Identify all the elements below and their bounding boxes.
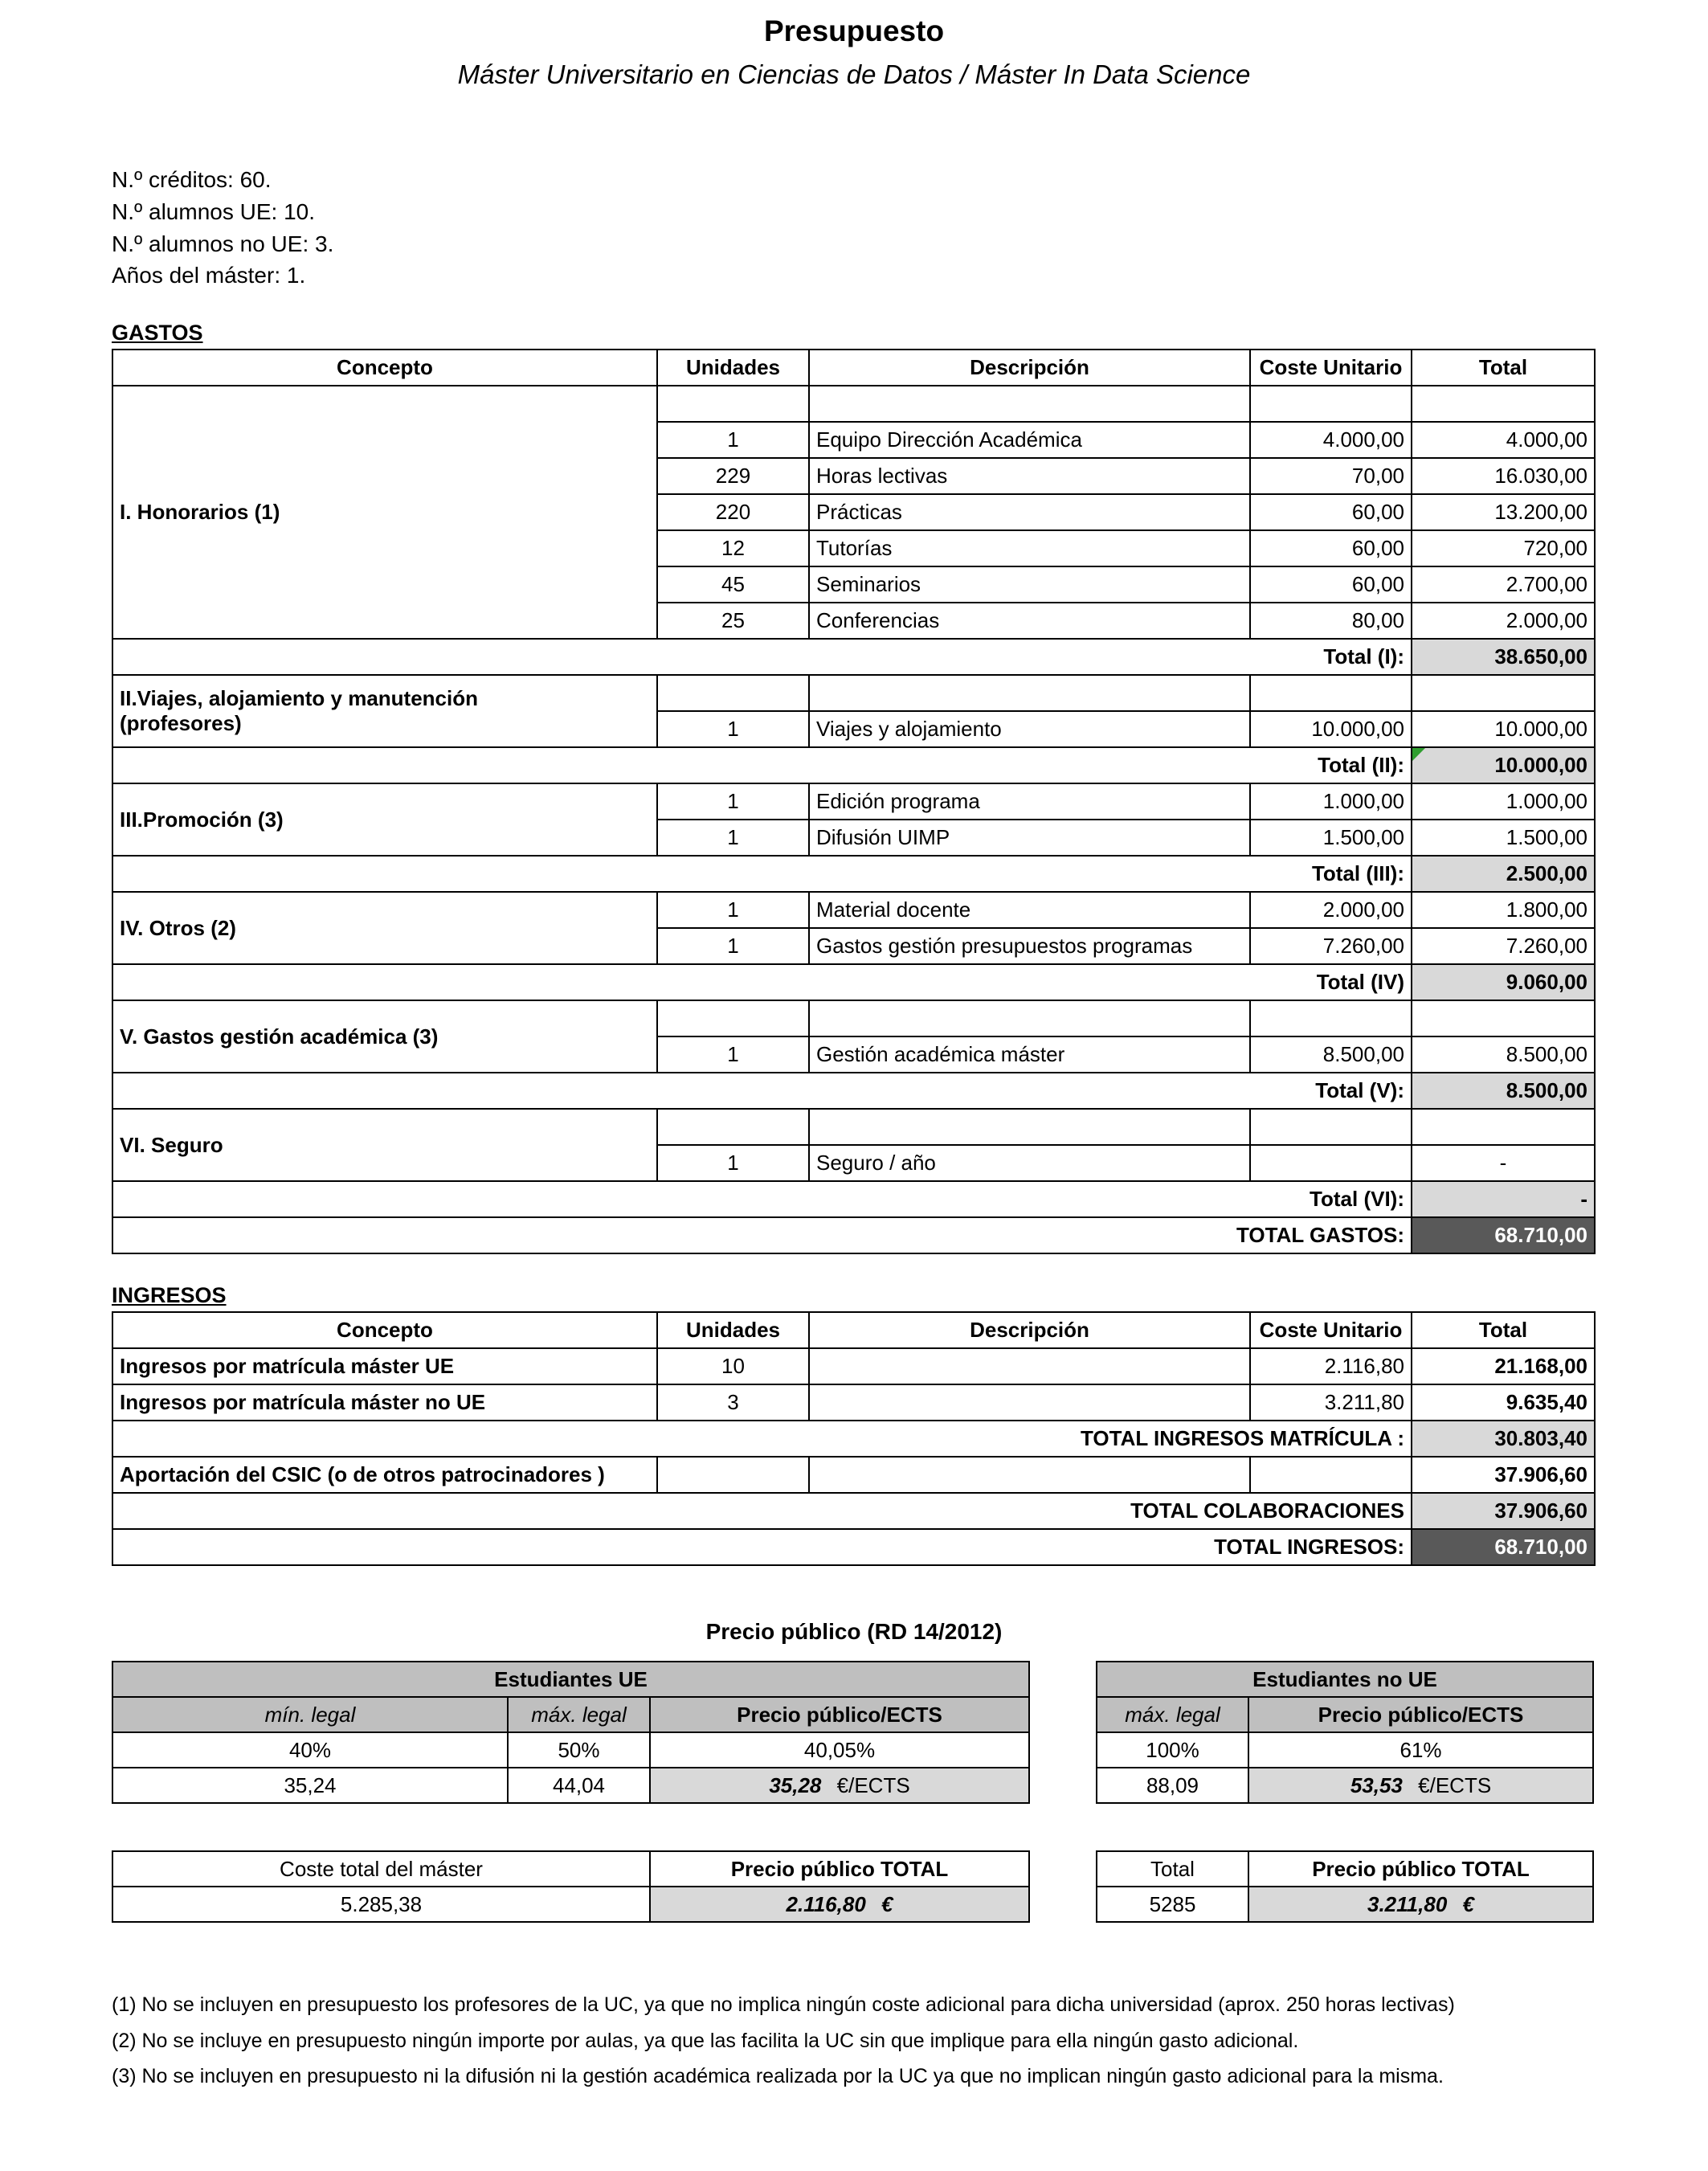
total-row bbox=[112, 747, 1595, 783]
total-value: 5285 bbox=[1097, 1887, 1248, 1922]
descripcion-cell: Equipo Dirección Académica bbox=[809, 422, 1250, 458]
info-line-anos-master: Años del máster: 1. bbox=[112, 263, 306, 288]
total-cell: 2.000,00 bbox=[1412, 603, 1595, 639]
table-row bbox=[112, 783, 1595, 820]
table-row bbox=[1097, 1851, 1593, 1887]
table-row bbox=[112, 1697, 1029, 1732]
coste-cell: 1.500,00 bbox=[1250, 820, 1412, 856]
descripcion-cell: Difusión UIMP bbox=[809, 820, 1250, 856]
footnote-3: (3) No se incluyen en presupuesto ni la difusión ni la gestión académica realizada por la UC ya que no implican ningún gasto adicional para la misma. bbox=[112, 2065, 1444, 2087]
precio-ects-value: 35,28 bbox=[769, 1772, 822, 1797]
column-header-total: Total bbox=[1412, 1312, 1595, 1348]
ingresos-header-row bbox=[112, 1312, 1595, 1348]
grand-total-row bbox=[112, 1217, 1595, 1253]
coste-cell: 3.211,80 bbox=[1250, 1384, 1412, 1421]
total-cell: 21.168,00 bbox=[1412, 1348, 1595, 1384]
total-ii-amount: 10.000,00 bbox=[1494, 753, 1587, 777]
precio-total-unit: € bbox=[881, 1891, 893, 1916]
empty-cell bbox=[657, 1000, 809, 1036]
precio-total-amount: 2.116,80 bbox=[786, 1891, 866, 1916]
unidades-cell: 1 bbox=[657, 1145, 809, 1181]
descripcion-cell: Tutorías bbox=[809, 530, 1250, 566]
unidades-cell: 1 bbox=[657, 1036, 809, 1073]
total-row bbox=[112, 1493, 1595, 1529]
column-header-total: Total bbox=[1412, 350, 1595, 386]
coste-cell: 70,00 bbox=[1250, 458, 1412, 494]
col-precio-ects: Precio público/ECTS bbox=[650, 1697, 1029, 1732]
coste-cell: 60,00 bbox=[1250, 494, 1412, 530]
empty-cell bbox=[1250, 1109, 1412, 1145]
grand-total-row bbox=[112, 1529, 1595, 1565]
precio-ects-unit: €/ECTS bbox=[836, 1772, 910, 1797]
coste-cell: 60,00 bbox=[1250, 530, 1412, 566]
empty-cell bbox=[657, 1457, 809, 1493]
unidades-cell: 1 bbox=[657, 422, 809, 458]
pct-max-cell: 50% bbox=[508, 1732, 650, 1768]
table-row bbox=[1097, 1768, 1593, 1803]
total-cell: 1.800,00 bbox=[1412, 892, 1595, 928]
total-cell: 1.000,00 bbox=[1412, 783, 1595, 820]
concepto-cell: Ingresos por matrícula máster UE bbox=[112, 1348, 657, 1384]
empty-cell bbox=[657, 386, 809, 422]
unidades-cell: 1 bbox=[657, 783, 809, 820]
section-viajes-label bbox=[112, 675, 657, 747]
total-i-value: 38.650,00 bbox=[1412, 639, 1595, 675]
concepto-cell: Ingresos por matrícula máster no UE bbox=[112, 1384, 657, 1421]
total-v-label: Total (V): bbox=[112, 1073, 1412, 1109]
precio-ects-value: 53,53 bbox=[1350, 1772, 1403, 1797]
coste-cell: 2.116,80 bbox=[1250, 1348, 1412, 1384]
val-max-cell: 44,04 bbox=[508, 1768, 650, 1803]
val-max-cell: 88,09 bbox=[1097, 1768, 1248, 1803]
total-i-label: Total (I): bbox=[112, 639, 1412, 675]
coste-cell: 2.000,00 bbox=[1250, 892, 1412, 928]
info-line-creditos: N.º créditos: 60. bbox=[112, 167, 272, 192]
table-row bbox=[1097, 1887, 1593, 1922]
empty-cell bbox=[809, 386, 1250, 422]
column-header-concepto: Concepto bbox=[112, 350, 657, 386]
table-row bbox=[112, 1662, 1029, 1697]
footnote-1: (1) No se incluyen en presupuesto los profesores de la UC, ya que no implica ningún coste adicional para dicha universidad (aprox. 250 horas lectivas) bbox=[112, 1993, 1455, 2016]
info-line-alumnos-ue: N.º alumnos UE: 10. bbox=[112, 198, 315, 224]
total-ingresos-label: TOTAL INGRESOS: bbox=[112, 1529, 1412, 1565]
table-row bbox=[112, 1851, 1029, 1887]
val-precio-cell bbox=[1248, 1768, 1593, 1803]
coste-cell: 60,00 bbox=[1250, 566, 1412, 603]
unidades-cell: 12 bbox=[657, 530, 809, 566]
section-viajes-label-line2: (profesores) bbox=[120, 711, 242, 735]
column-header-unidades: Unidades bbox=[657, 1312, 809, 1348]
column-header-coste: Coste Unitario bbox=[1250, 1312, 1412, 1348]
table-row bbox=[112, 1768, 1029, 1803]
total-cell: 4.000,00 bbox=[1412, 422, 1595, 458]
table-row bbox=[112, 1109, 1595, 1145]
total-cell: 13.200,00 bbox=[1412, 494, 1595, 530]
page-subtitle: Máster Universitario en Ciencias de Datos / Máster In Data Science bbox=[457, 59, 1251, 89]
precio-total-label: Precio público TOTAL bbox=[650, 1851, 1029, 1887]
total-cell: - bbox=[1412, 1145, 1595, 1181]
info-line-alumnos-no-ue: N.º alumnos no UE: 3. bbox=[112, 231, 334, 256]
col-max-legal: máx. legal bbox=[508, 1697, 650, 1732]
table-row bbox=[112, 675, 1595, 711]
gastos-header-row bbox=[112, 350, 1595, 386]
empty-cell bbox=[809, 1109, 1250, 1145]
empty-cell bbox=[809, 1457, 1250, 1493]
column-header-descripcion: Descripción bbox=[809, 350, 1250, 386]
total-gastos-value: 68.710,00 bbox=[1412, 1217, 1595, 1253]
coste-cell bbox=[1250, 1145, 1412, 1181]
pct-max-cell: 100% bbox=[1097, 1732, 1248, 1768]
empty-cell bbox=[809, 1384, 1250, 1421]
section-otros-label: IV. Otros (2) bbox=[112, 892, 657, 964]
total-cell: 2.700,00 bbox=[1412, 566, 1595, 603]
descripcion-cell: Horas lectivas bbox=[809, 458, 1250, 494]
aportacion-total: 37.906,60 bbox=[1412, 1457, 1595, 1493]
descripcion-cell: Gestión académica máster bbox=[809, 1036, 1250, 1073]
col-min-legal: mín. legal bbox=[112, 1697, 508, 1732]
precio-total-value bbox=[1248, 1887, 1593, 1922]
footnotes bbox=[112, 1987, 1708, 2095]
total-iii-label: Total (III): bbox=[112, 856, 1412, 892]
descripcion-cell: Seguro / año bbox=[809, 1145, 1250, 1181]
total-row bbox=[112, 1421, 1595, 1457]
coste-cell: 80,00 bbox=[1250, 603, 1412, 639]
estudiantes-no-ue-table bbox=[1096, 1661, 1594, 1804]
total-matricula-label: TOTAL INGRESOS MATRÍCULA : bbox=[112, 1421, 1412, 1457]
total-row bbox=[112, 639, 1595, 675]
section-honorarios-label: I. Honorarios (1) bbox=[112, 386, 657, 639]
ingresos-table bbox=[112, 1311, 1596, 1566]
descripcion-cell: Seminarios bbox=[809, 566, 1250, 603]
empty-cell bbox=[1250, 1000, 1412, 1036]
empty-cell bbox=[809, 1348, 1250, 1384]
table-row bbox=[112, 386, 1595, 422]
table-row bbox=[112, 1457, 1595, 1493]
unidades-cell: 1 bbox=[657, 892, 809, 928]
coste-cell: 10.000,00 bbox=[1250, 711, 1412, 747]
precio-total-label: Precio público TOTAL bbox=[1248, 1851, 1593, 1887]
unidades-cell: 1 bbox=[657, 928, 809, 964]
estudiantes-ue-table bbox=[112, 1661, 1030, 1804]
table-row bbox=[112, 1887, 1029, 1922]
footnote-2: (2) No se incluye en presupuesto ningún importe por aulas, ya que las facilita la UC sin que implique para ella ningún gasto adicional. bbox=[112, 2029, 1299, 2052]
info-block bbox=[112, 164, 1708, 292]
section-seguro-label: VI. Seguro bbox=[112, 1109, 657, 1181]
coste-cell: 8.500,00 bbox=[1250, 1036, 1412, 1073]
total-vi-value: - bbox=[1412, 1181, 1595, 1217]
unidades-cell: 3 bbox=[657, 1384, 809, 1421]
column-header-concepto: Concepto bbox=[112, 1312, 657, 1348]
empty-cell bbox=[1412, 386, 1595, 422]
total-row bbox=[112, 1073, 1595, 1109]
table-row bbox=[1097, 1662, 1593, 1697]
total-colaboraciones-value: 37.906,60 bbox=[1412, 1493, 1595, 1529]
gastos-table bbox=[112, 349, 1596, 1254]
empty-cell bbox=[809, 1000, 1250, 1036]
column-header-descripcion: Descripción bbox=[809, 1312, 1250, 1348]
column-header-unidades: Unidades bbox=[657, 350, 809, 386]
precio-publico-heading: Precio público (RD 14/2012) bbox=[705, 1619, 1003, 1644]
coste-cell: 7.260,00 bbox=[1250, 928, 1412, 964]
precio-publico-section bbox=[0, 1661, 1708, 1926]
pct-precio-cell: 61% bbox=[1248, 1732, 1593, 1768]
total-iv-value: 9.060,00 bbox=[1412, 964, 1595, 1000]
val-min-cell: 35,24 bbox=[112, 1768, 508, 1803]
col-max-legal: máx. legal bbox=[1097, 1697, 1248, 1732]
precio-total-unit: € bbox=[1462, 1891, 1474, 1916]
table-row bbox=[1097, 1732, 1593, 1768]
pct-min-cell: 40% bbox=[112, 1732, 508, 1768]
descripcion-cell: Viajes y alojamiento bbox=[809, 711, 1250, 747]
table-row bbox=[112, 1732, 1029, 1768]
precio-ects-unit: €/ECTS bbox=[1418, 1772, 1492, 1797]
total-row bbox=[112, 1181, 1595, 1217]
pct-precio-cell: 40,05% bbox=[650, 1732, 1029, 1768]
page-title: Presupuesto bbox=[763, 14, 945, 47]
total-gastos-label: TOTAL GASTOS: bbox=[112, 1217, 1412, 1253]
total-v-value: 8.500,00 bbox=[1412, 1073, 1595, 1109]
coste-total-ue-table bbox=[112, 1850, 1030, 1923]
empty-cell bbox=[809, 675, 1250, 711]
total-cell: 9.635,40 bbox=[1412, 1384, 1595, 1421]
descripcion-cell: Material docente bbox=[809, 892, 1250, 928]
unidades-cell: 45 bbox=[657, 566, 809, 603]
coste-cell: 4.000,00 bbox=[1250, 422, 1412, 458]
total-ingresos-value: 68.710,00 bbox=[1412, 1529, 1595, 1565]
total-ii-value bbox=[1412, 747, 1595, 783]
empty-cell bbox=[1250, 675, 1412, 711]
col-precio-ects: Precio público/ECTS bbox=[1248, 1697, 1593, 1732]
unidades-cell: 25 bbox=[657, 603, 809, 639]
unidades-cell: 1 bbox=[657, 820, 809, 856]
total-vi-label: Total (VI): bbox=[112, 1181, 1412, 1217]
empty-cell bbox=[657, 675, 809, 711]
unidades-cell: 229 bbox=[657, 458, 809, 494]
coste-total-value: 5.285,38 bbox=[112, 1887, 650, 1922]
total-cell: 10.000,00 bbox=[1412, 711, 1595, 747]
descripcion-cell: Gastos gestión presupuestos programas bbox=[809, 928, 1250, 964]
precio-total-value bbox=[650, 1887, 1029, 1922]
total-cell: 7.260,00 bbox=[1412, 928, 1595, 964]
aportacion-label: Aportación del CSIC (o de otros patrocinadores ) bbox=[112, 1457, 657, 1493]
total-matricula-value: 30.803,40 bbox=[1412, 1421, 1595, 1457]
descripcion-cell: Edición programa bbox=[809, 783, 1250, 820]
empty-cell bbox=[1250, 1457, 1412, 1493]
table-row bbox=[1097, 1697, 1593, 1732]
empty-cell bbox=[1412, 1109, 1595, 1145]
empty-cell bbox=[657, 1109, 809, 1145]
estudiantes-ue-title: Estudiantes UE bbox=[112, 1662, 1029, 1697]
empty-cell bbox=[1412, 1000, 1595, 1036]
ingresos-heading: INGRESOS bbox=[112, 1283, 227, 1307]
estudiantes-no-ue-title: Estudiantes no UE bbox=[1097, 1662, 1593, 1697]
section-gestion-label: V. Gastos gestión académica (3) bbox=[112, 1000, 657, 1073]
unidades-cell: 220 bbox=[657, 494, 809, 530]
unidades-cell: 10 bbox=[657, 1348, 809, 1384]
formula-flag-icon bbox=[1412, 748, 1425, 761]
total-no-ue-table bbox=[1096, 1850, 1594, 1923]
total-colaboraciones-label: TOTAL COLABORACIONES bbox=[112, 1493, 1412, 1529]
coste-total-label: Coste total del máster bbox=[112, 1851, 650, 1887]
empty-cell bbox=[1412, 675, 1595, 711]
unidades-cell: 1 bbox=[657, 711, 809, 747]
table-row bbox=[112, 1348, 1595, 1384]
descripcion-cell: Conferencias bbox=[809, 603, 1250, 639]
val-precio-cell bbox=[650, 1768, 1029, 1803]
table-row bbox=[112, 1000, 1595, 1036]
total-iv-label: Total (IV) bbox=[112, 964, 1412, 1000]
total-row bbox=[112, 856, 1595, 892]
section-viajes-label-line1: II.Viajes, alojamiento y manutención bbox=[120, 686, 478, 710]
total-cell: 1.500,00 bbox=[1412, 820, 1595, 856]
section-promocion-label: III.Promoción (3) bbox=[112, 783, 657, 856]
precio-total-amount: 3.211,80 bbox=[1367, 1891, 1448, 1916]
table-row bbox=[112, 892, 1595, 928]
descripcion-cell: Prácticas bbox=[809, 494, 1250, 530]
coste-cell: 1.000,00 bbox=[1250, 783, 1412, 820]
total-iii-value: 2.500,00 bbox=[1412, 856, 1595, 892]
column-header-coste: Coste Unitario bbox=[1250, 350, 1412, 386]
total-cell: 16.030,00 bbox=[1412, 458, 1595, 494]
total-cell: 8.500,00 bbox=[1412, 1036, 1595, 1073]
total-cell: 720,00 bbox=[1412, 530, 1595, 566]
total-ii-label: Total (II): bbox=[112, 747, 1412, 783]
total-row bbox=[112, 964, 1595, 1000]
total-label: Total bbox=[1097, 1851, 1248, 1887]
empty-cell bbox=[1250, 386, 1412, 422]
table-row bbox=[112, 1384, 1595, 1421]
gastos-heading: GASTOS bbox=[112, 321, 203, 345]
